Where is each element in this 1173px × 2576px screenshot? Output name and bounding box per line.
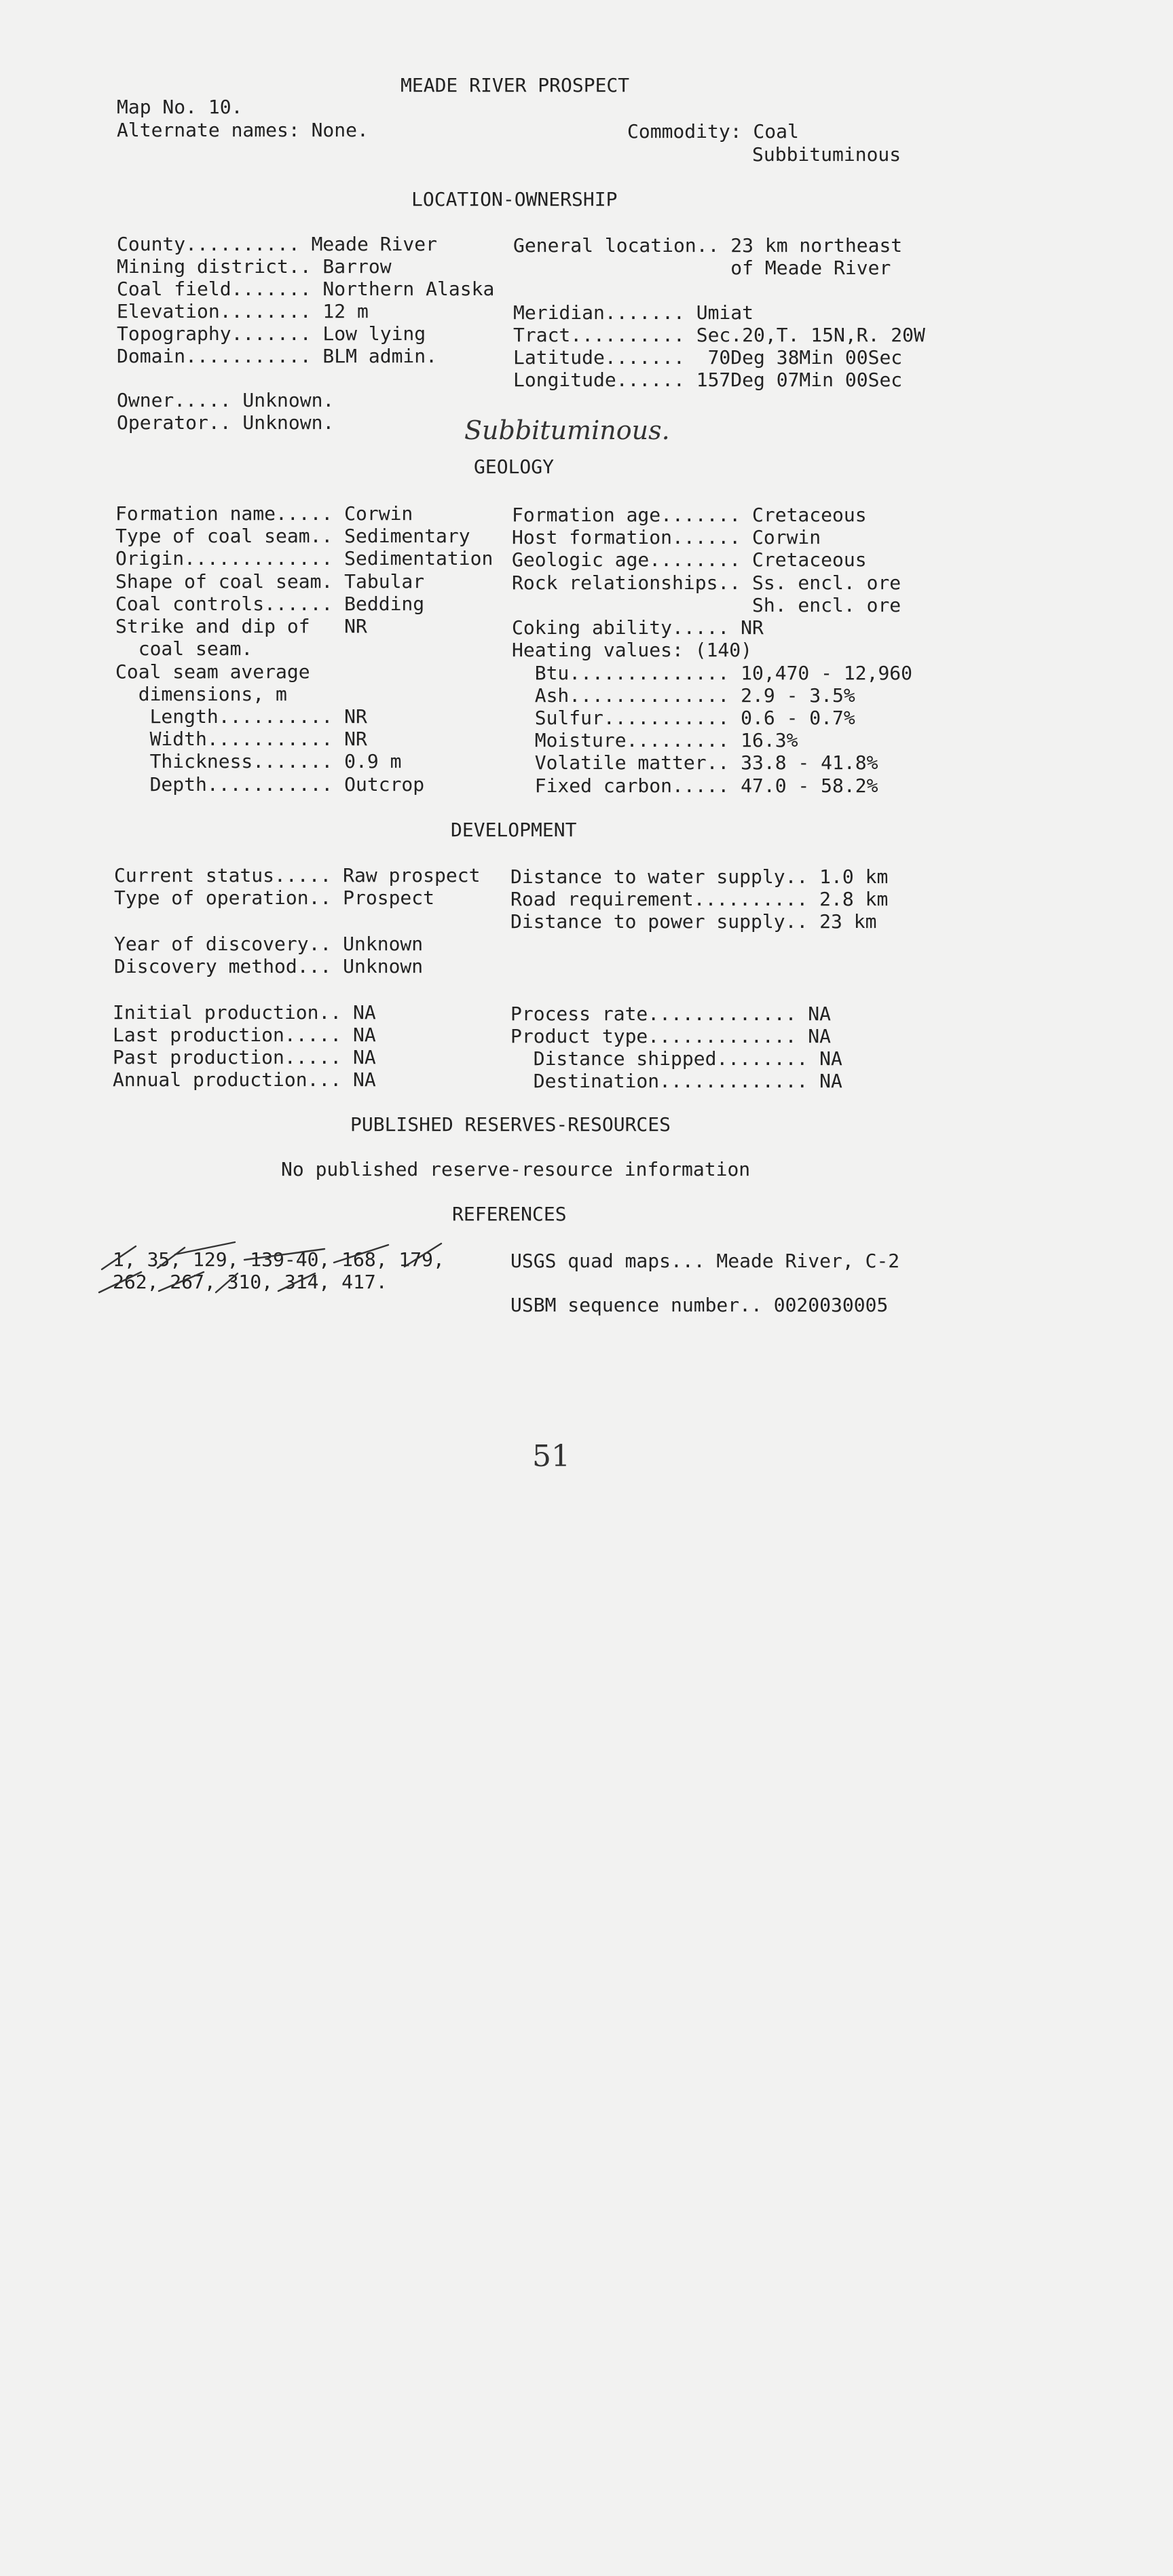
geology-field: Ash.............. 2.9 - 3.5%: [512, 684, 855, 707]
location-field: Tract.......... Sec.20,T. 15N,R. 20W: [513, 324, 925, 346]
geology-field: Coal controls...... Bedding: [115, 593, 425, 615]
geology-field: Btu.............. 10,470 - 12,960: [512, 662, 913, 684]
geology-field: Depth........... Outcrop: [115, 773, 425, 796]
geology-field: Moisture......... 16.3%: [512, 729, 798, 751]
location-field: Mining district.. Barrow: [117, 255, 392, 278]
handwritten-note: Subbituminous.: [464, 415, 670, 445]
production-field: Initial production.. NA: [113, 1001, 376, 1024]
geology-field: Thickness....... 0.9 m: [115, 750, 402, 772]
geology-field: Host formation...... Corwin: [512, 526, 821, 548]
alternate-names: Alternate names: None.: [117, 119, 369, 141]
location-field: Coal field....... Northern Alaska: [117, 278, 495, 300]
geology-field: Origin............. Sedimentation: [115, 547, 494, 570]
section-heading-location: LOCATION-OWNERSHIP: [411, 188, 618, 210]
location-field: Domain........... BLM admin.: [117, 345, 438, 367]
location-field: Topography....... Low lying: [117, 322, 426, 345]
owner-field: Owner..... Unknown.: [117, 389, 335, 411]
location-field: of Meade River: [513, 257, 891, 279]
geology-field: Formation name..... Corwin: [115, 502, 413, 525]
development-field: Type of operation.. Prospect: [114, 886, 435, 909]
strike-mark: [278, 1273, 315, 1291]
geology-field: Strike and dip of NR: [115, 615, 367, 637]
development-field: Distance to water supply.. 1.0 km: [510, 865, 889, 888]
strike-mark: [157, 1248, 185, 1268]
usgs-quad-maps: USGS quad maps... Meade River, C-2: [510, 1250, 900, 1272]
section-heading-reserves: PUBLISHED RESERVES-RESOURCES: [350, 1113, 671, 1136]
strike-mark: [334, 1245, 388, 1263]
geology-field: Sulfur........... 0.6 - 0.7%: [512, 707, 855, 729]
geology-field: Volatile matter.. 33.8 - 41.8%: [512, 751, 878, 774]
development-field: Road requirement.......... 2.8 km: [510, 888, 889, 910]
geology-field: Coking ability..... NR: [512, 616, 764, 639]
development-field: Discovery method... Unknown: [114, 955, 424, 977]
geology-field: coal seam.: [115, 637, 253, 660]
production-field: Last production..... NA: [113, 1024, 376, 1046]
location-field: Meridian....... Umiat: [513, 301, 754, 324]
section-heading-geology: GEOLOGY: [474, 455, 555, 478]
production-field: Distance shipped........ NA: [510, 1047, 842, 1070]
geology-field: Formation age....... Cretaceous: [512, 504, 867, 526]
document-title: MEADE RIVER PROSPECT: [401, 74, 630, 96]
section-heading-references: REFERENCES: [452, 1203, 567, 1225]
production-field: Annual production... NA: [113, 1068, 376, 1091]
production-field: Past production..... NA: [113, 1046, 376, 1068]
handwritten-page-number: 51: [532, 1439, 570, 1474]
operator-field: Operator.. Unknown.: [117, 411, 335, 434]
reserves-text: No published reserve-resource information: [281, 1158, 751, 1180]
commodity-subtype: Subbituminous: [752, 143, 901, 166]
geology-field: Length.......... NR: [115, 705, 367, 728]
strike-mark: [159, 1272, 204, 1291]
geology-field: Shape of coal seam. Tabular: [115, 570, 425, 593]
location-field: Elevation........ 12 m: [117, 300, 369, 322]
strike-mark: [216, 1273, 238, 1292]
geology-field: Heating values: (140): [512, 639, 753, 661]
geology-field: Type of coal seam.. Sedimentary: [115, 525, 470, 547]
geology-field: Fixed carbon..... 47.0 - 58.2%: [512, 774, 878, 797]
geology-field: Coal seam average: [115, 660, 310, 683]
strike-mark: [102, 1246, 136, 1269]
development-field: Distance to power supply.. 23 km: [510, 910, 877, 933]
usbm-sequence-number: USBM sequence number.. 0020030005: [510, 1294, 889, 1316]
commodity: Commodity: Coal: [627, 120, 799, 143]
location-field: County.......... Meade River: [117, 233, 438, 255]
strike-mark: [244, 1249, 324, 1260]
geology-field: Rock relationships.. Ss. encl. ore: [512, 572, 901, 594]
references-line-1: 1, 35, 129, 139-40, 168, 179,: [113, 1248, 445, 1271]
location-field: General location.. 23 km northeast: [513, 234, 903, 257]
geology-field: Sh. encl. ore: [512, 594, 901, 616]
strike-mark: [405, 1244, 441, 1267]
development-field: Current status..... Raw prospect: [114, 864, 481, 886]
references-line-2: 262, 267, 310, 314, 417.: [113, 1271, 388, 1293]
location-field: Latitude....... 70Deg 38Min 00Sec: [513, 346, 903, 369]
production-field: Destination............. NA: [510, 1070, 842, 1092]
production-field: Product type............. NA: [510, 1025, 832, 1047]
geology-field: dimensions, m: [115, 683, 287, 705]
map-number: Map No. 10.: [117, 96, 243, 118]
production-field: Process rate............. NA: [510, 1003, 832, 1025]
strike-mark: [99, 1272, 141, 1292]
development-field: Year of discovery.. Unknown: [114, 933, 424, 955]
location-field: Longitude...... 157Deg 07Min 00Sec: [513, 369, 903, 391]
section-heading-development: DEVELOPMENT: [451, 819, 577, 841]
geology-field: Geologic age........ Cretaceous: [512, 548, 867, 571]
geology-field: Width........... NR: [115, 728, 367, 750]
